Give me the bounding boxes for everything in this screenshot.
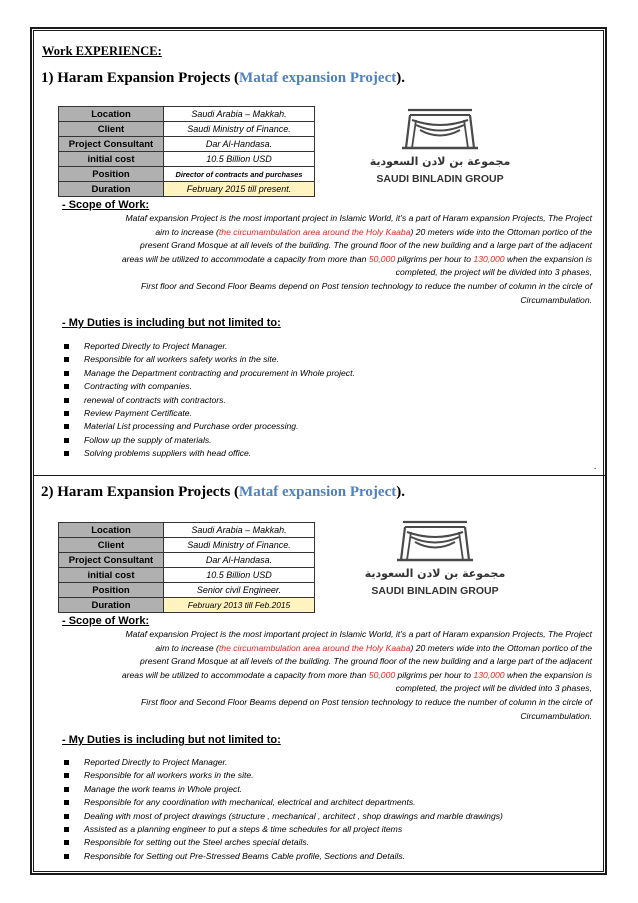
duty-item: Responsible for setting out the Steel arches special details. bbox=[62, 836, 503, 849]
scope-line: Mataf expansion Project is the most important project in Islamic World, it’s a part of Haram expansion Projects, The Project bbox=[125, 629, 592, 639]
project-2-info-table bbox=[58, 522, 315, 613]
duty-item: Contracting with companies. bbox=[62, 380, 355, 393]
duty-item: Material List processing and Purchase order processing. bbox=[62, 420, 355, 433]
duty-item: Dealing with most of project drawings (structure , mechanical , architect , shop drawings and marble drawings) bbox=[62, 810, 503, 823]
duty-item: Reported Directly to Project Manager. bbox=[62, 340, 355, 353]
info-value: Dar Al-Handasa. bbox=[164, 553, 315, 568]
scope-line: aim to increase (the circumambulation area around the Holy Kaaba) 20 meters wide into the Ottoman portico of the bbox=[155, 642, 592, 653]
duty-item: renewal of contracts with contractors. bbox=[62, 394, 355, 407]
info-label: Location bbox=[59, 523, 164, 538]
info-row-duration bbox=[59, 182, 315, 197]
scope-highlight: 50,000 bbox=[368, 669, 396, 680]
project-1-number: 1) bbox=[41, 70, 54, 86]
project-2-title bbox=[41, 484, 405, 501]
info-value: Saudi Ministry of Finance. bbox=[164, 122, 315, 137]
info-value: Saudi Arabia – Makkah. bbox=[164, 107, 315, 122]
info-row-duration bbox=[59, 598, 315, 613]
end-mark: . bbox=[594, 461, 597, 471]
info-label: Project Consultant bbox=[59, 553, 164, 568]
scope-line: First floor and Second Floor Beams depend on Post tension technology to reduce the number of column in the circle of bbox=[141, 280, 592, 291]
project-2-duties-heading: - My Duties is including but not limited to: bbox=[62, 734, 281, 746]
project-2-title-pre: Haram Expansion Projects ( bbox=[57, 484, 240, 500]
project-1-scope-text bbox=[40, 212, 592, 307]
duty-item: Manage the work teams in Whole project. bbox=[62, 783, 503, 796]
project-2-duties-list bbox=[62, 756, 503, 863]
project-2-number: 2) bbox=[41, 484, 54, 500]
scope-highlight: 130,000 bbox=[473, 253, 505, 264]
project-2-title-post: ). bbox=[396, 484, 405, 500]
info-value: Senior civil Engineer. bbox=[164, 583, 315, 598]
scope-line: present Grand Mosque at all levels of the building. The ground floor of the new building and a large part of the adjacent bbox=[140, 240, 592, 251]
info-row-position bbox=[59, 167, 315, 182]
duty-item: Responsible for all workers safety works in the site. bbox=[62, 353, 355, 366]
duty-item: Review Payment Certificate. bbox=[62, 407, 355, 420]
info-row-cost bbox=[59, 152, 315, 167]
info-value: 10.5 Billion USD bbox=[164, 152, 315, 167]
scope-line: areas will be utilized to accommodate a capacity from more than 50,000 pilgrims per hour to 130,000 when the expansion is bbox=[121, 669, 592, 680]
duty-item: Reported Directly to Project Manager. bbox=[62, 756, 503, 769]
info-row-location bbox=[59, 107, 315, 122]
info-value: 10.5 Billion USD bbox=[164, 568, 315, 583]
info-label: Position bbox=[59, 167, 164, 182]
scope-line: completed, the project will be divided into 3 phases, bbox=[395, 683, 592, 694]
info-label: Client bbox=[59, 538, 164, 553]
info-row-client bbox=[59, 122, 315, 137]
duty-item: Solving problems suppliers with head office. bbox=[62, 447, 355, 460]
duty-item: Follow up the supply of materials. bbox=[62, 434, 355, 447]
scope-line: areas will be utilized to accommodate a capacity from more than 50,000 pilgrims per hour to 130,000 when the expansion is bbox=[121, 253, 592, 264]
duty-item: Responsible for Setting out Pre-Stressed Beams Cable profile, Sections and Details. bbox=[62, 850, 503, 863]
scope-line: completed, the project will be divided into 3 phases, bbox=[395, 267, 592, 278]
scope-line: present Grand Mosque at all levels of the building. The ground floor of the new building and a large part of the adjacent bbox=[140, 656, 592, 667]
saudi-binladin-logo bbox=[355, 518, 515, 606]
scope-line: First floor and Second Floor Beams depend on Post tension technology to reduce the number of column in the circle of bbox=[141, 696, 592, 707]
scope-line: Circumambulation. bbox=[520, 294, 592, 305]
project-1-scope-heading: - Scope of Work: bbox=[62, 199, 150, 211]
project-1-duties-heading: - My Duties is including but not limited to: bbox=[62, 317, 281, 329]
scope-highlight: the circumambulation area around the Holy Kaaba bbox=[218, 226, 411, 237]
project-1-duties-list bbox=[62, 340, 355, 461]
scope-line: Mataf expansion Project is the most important project in Islamic World, it’s a part of Haram expansion Projects, The Project bbox=[125, 213, 592, 223]
info-row-consultant bbox=[59, 553, 315, 568]
info-row-cost bbox=[59, 568, 315, 583]
duty-item: Responsible for all workers works in the site. bbox=[62, 769, 503, 782]
scope-line: Circumambulation. bbox=[520, 710, 592, 721]
info-row-client bbox=[59, 538, 315, 553]
info-label: Location bbox=[59, 107, 164, 122]
project-1-title-post: ). bbox=[396, 70, 405, 86]
info-row-consultant bbox=[59, 137, 315, 152]
logo-arabic-text: مجموعة بن لادن السعودية bbox=[369, 155, 511, 168]
info-label: Client bbox=[59, 122, 164, 137]
info-value: Director of contracts and purchases bbox=[164, 167, 315, 182]
scope-highlight: the circumambulation area around the Holy Kaaba bbox=[218, 642, 411, 653]
info-label: Duration bbox=[59, 598, 164, 613]
info-label: initial cost bbox=[59, 152, 164, 167]
work-experience-heading: Work EXPERIENCE: bbox=[42, 44, 162, 58]
info-label: Position bbox=[59, 583, 164, 598]
project-2-title-highlight: Mataf expansion Project bbox=[239, 484, 397, 500]
duty-item: Responsible for any coordination with mechanical, electrical and architect departments. bbox=[62, 796, 503, 809]
project-2-scope-text bbox=[40, 628, 592, 723]
logo-english-text: SAUDI BINLADIN GROUP bbox=[371, 585, 499, 597]
info-value: February 2015 till present. bbox=[164, 182, 315, 197]
info-label: Duration bbox=[59, 182, 164, 197]
info-row-position bbox=[59, 583, 315, 598]
scope-highlight: 130,000 bbox=[473, 669, 505, 680]
info-value: Saudi Ministry of Finance. bbox=[164, 538, 315, 553]
logo-english-text: SAUDI BINLADIN GROUP bbox=[376, 173, 504, 185]
info-label: initial cost bbox=[59, 568, 164, 583]
duty-item: Manage the Department contracting and procurement in Whole project. bbox=[62, 367, 355, 380]
info-value: Dar Al-Handasa. bbox=[164, 137, 315, 152]
info-row-location bbox=[59, 523, 315, 538]
info-value: February 2013 till Feb.2015 bbox=[164, 598, 315, 613]
binladin-emblem-icon bbox=[355, 518, 515, 606]
scope-highlight: 50,000 bbox=[368, 253, 396, 264]
project-1-title-highlight: Mataf expansion Project bbox=[239, 70, 397, 86]
info-value: Saudi Arabia – Makkah. bbox=[164, 523, 315, 538]
info-label: Project Consultant bbox=[59, 137, 164, 152]
project-1-info-table bbox=[58, 106, 315, 197]
duty-item: Assisted as a planning engineer to put a steps & time schedules for all project items bbox=[62, 823, 503, 836]
logo-arabic-text: مجموعة بن لادن السعودية bbox=[364, 567, 506, 580]
saudi-binladin-logo bbox=[360, 106, 520, 194]
project-1-title bbox=[41, 70, 405, 87]
project-2-scope-heading: - Scope of Work: bbox=[62, 615, 150, 627]
binladin-emblem-icon bbox=[360, 106, 520, 194]
scope-line: aim to increase (the circumambulation area around the Holy Kaaba) 20 meters wide into the Ottoman portico of the bbox=[155, 226, 592, 237]
project-1-title-pre: Haram Expansion Projects ( bbox=[57, 70, 240, 86]
section-divider bbox=[33, 475, 605, 476]
